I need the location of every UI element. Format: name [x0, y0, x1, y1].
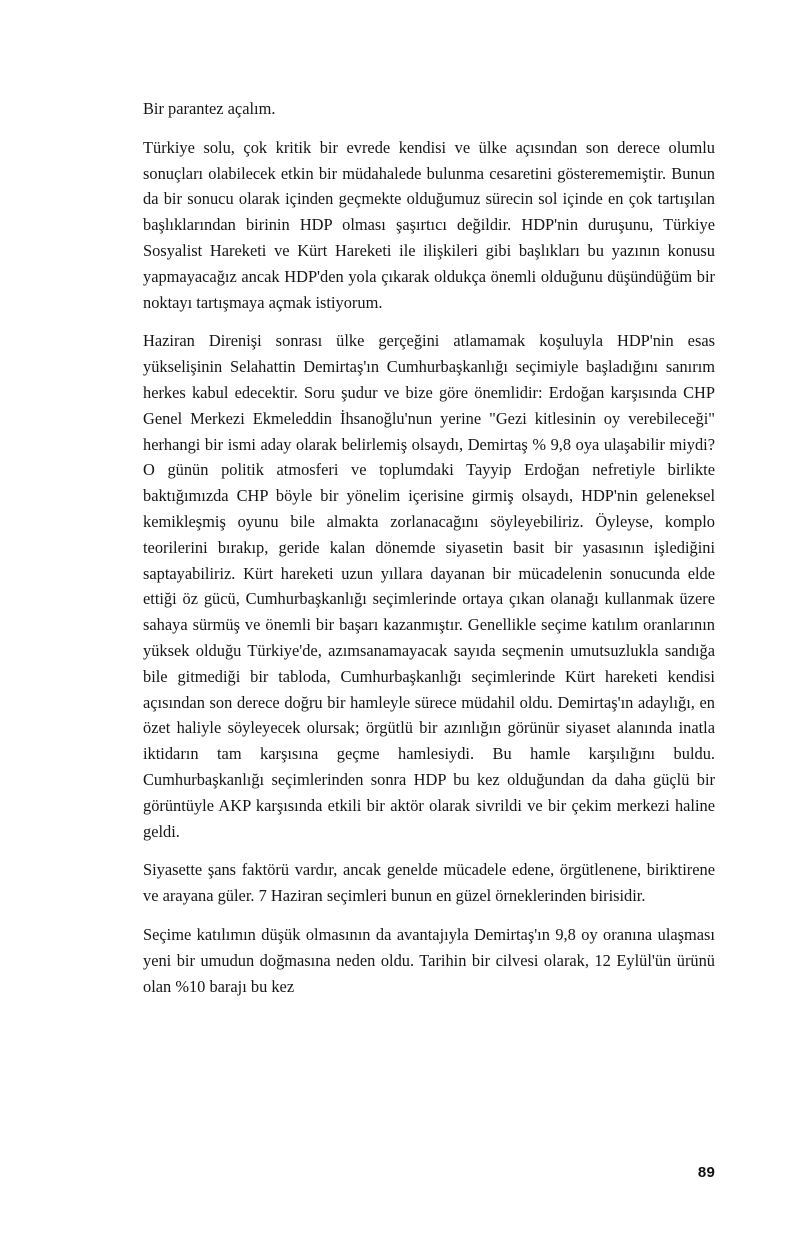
paragraph: Haziran Direnişi sonrası ülke gerçeğini atlamamak koşuluyla HDP'nin esas yükselişinin Selahattin Demirtaş'ın Cumhurbaşkanlığı seçimiyle başladığını sanırım herkes kabul edecektir. Soru şudur ve bize göre önemlidir: Erdoğan karşısında CHP Genel Merkezi Ekmeleddin İhsanoğlu'nun yerine "Gezi kitlesinin oy verebileceği" herhangi bir ismi aday olarak belirlemiş olsaydı, Demirtaş % 9,8 oya ulaşabilir miydi? O günün politik atmosferi ve toplumdaki Tayyip Erdoğan nefretiyle birlikte baktığımızda CHP böyle bir yönelim içerisine girmiş olsaydı, HDP'nin geleneksel kemikleşmiş oyunu bile almakta zorlanacağını söyleyebiliriz. Öyleyse, komplo teorilerini bırakıp, geride kalan dönemde siyasetin basit bir yasasının işlediğini saptayabiliriz. Kürt hareketi uzun yıllara dayanan bir mücadelenin sonucunda elde ettiği öz gücü, Cumhurbaşkanlığı seçimlerinde ortaya çıkan olanağı kullanmak üzere sahaya sürmüş ve önemli bir başarı kazanmıştır. Genellikle seçime katılım oranlarının yüksek olduğu Türkiye'de, azımsanamayacak sayıda seçmenin umutsuzlukla sandığa bile gitmediği bir tabloda, Cumhurbaşkanlığı seçimlerinde Kürt hareketi kendisi açısından son derece doğru bir hamleyle sürece müdahil oldu. Demirtaş'ın adaylığı, en özet haliyle söyleyecek olursak; örgütlü bir azınlığın görünür siyaset alanında inatla iktidarın tam karşısına geçme hamlesiydi. Bu hamle karşılığını buldu. Cumhurbaşkanlığı seçimlerinden sonra HDP bu kez olduğundan da daha güçlü bir görüntüyle AKP karşısında etkili bir aktör olarak sivrildi ve bir çekim merkezi haline geldi. — [143, 331, 715, 841]
paragraph: Seçime katılımın düşük olmasının da avantajıyla Demirtaş'ın 9,8 oy oranına ulaşması yeni bir umudun doğmasına neden oldu. Tarihin bir cilvesi olarak, 12 Eylül'ün ürünü olan %10 barajı bu kez — [143, 924, 715, 996]
paragraph: Siyasette şans faktörü vardır, ancak genelde mücadele edene, örgütlenene, biriktirene ve arayana güler. 7 Haziran seçimleri bunun en güzel örneklerinden birisidir. — [143, 860, 715, 906]
paragraph: Bir parantez açalım. — [143, 99, 276, 118]
paragraph: Türkiye solu, çok kritik bir evrede kendisi ve ülke açısından son derece olumlu sonuçları olabilecek etkin bir müdahalede bulunma cesaretini gösterememiştir. Bunun da bir sonucu olarak içinden geçmekte olduğumuz sürecin sol içinde en çok tartışılan başlıklarından birinin HDP olması şaşırtıcı değildir. HDP'nin duruşunu, Türkiye Sosyalist Hareketi ve Kürt Hareketi ile ilişkileri gibi başlıkları bu yazının konusu yapmayacağız ancak HDP'den yola çıkarak oldukça önemli olduğunu düşündüğüm bir noktayı tartışmaya açmak istiyorum. — [143, 137, 715, 312]
page-number: 89 — [697, 1164, 715, 1181]
page-body-text — [143, 96, 715, 999]
